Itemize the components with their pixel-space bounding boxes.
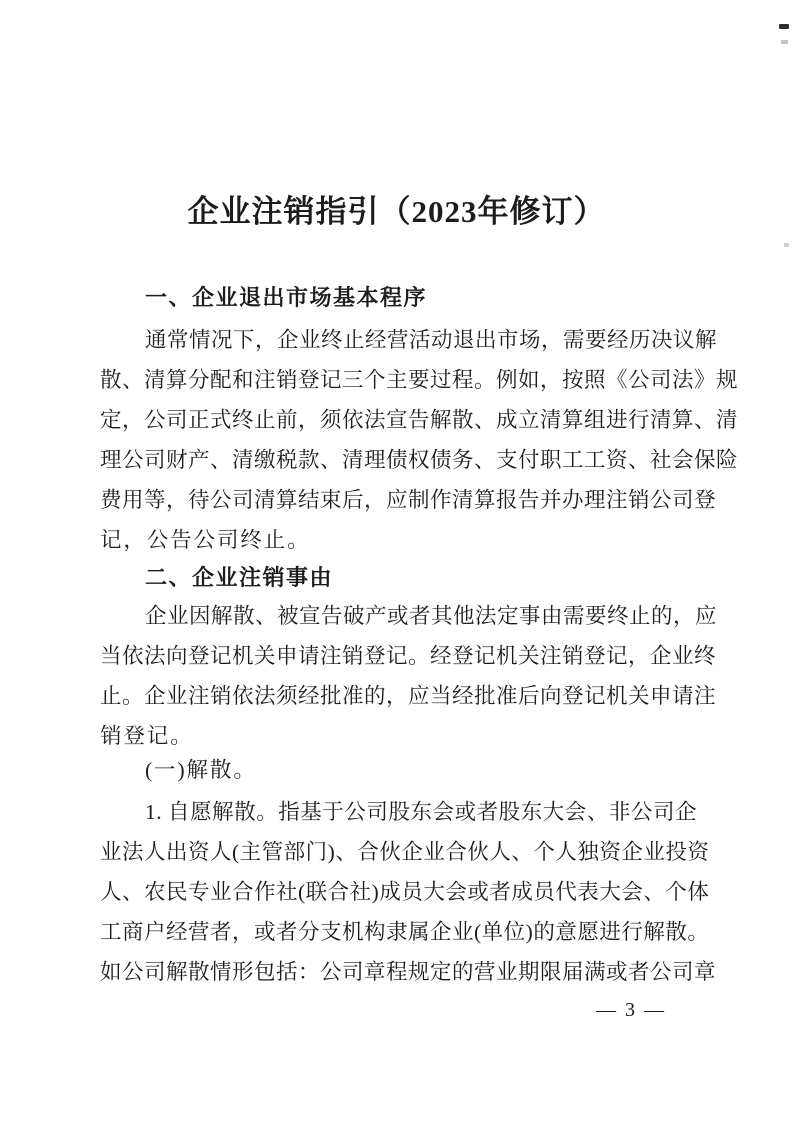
text-line: 理公司财产、清缴税款、清理债权债务、支付职工工资、社会保险 xyxy=(100,448,739,472)
subsection-heading-dissolution: (一)解散。 xyxy=(145,758,257,782)
scan-artifact xyxy=(779,24,789,29)
text-line: 工商户经营者，或者分支机构隶属企业(单位)的意愿进行解散。 xyxy=(100,920,710,944)
text-line: 止。企业注销依法须经批准的，应当经批准后向登记机关申请注 xyxy=(100,684,717,708)
paragraph-1 xyxy=(100,320,739,560)
text-line: 散、清算分配和注销登记三个主要过程。例如，按照《公司法》规 xyxy=(100,368,739,392)
text-line: 1. 自愿解散。指基于公司股东会或者股东大会、非公司企 xyxy=(145,800,697,824)
text-line: 业法人出资人(主管部门)、合伙企业合伙人、个人独资企业投资 xyxy=(100,840,710,864)
text-line: 记，公告公司终止。 xyxy=(100,528,311,552)
text-line: 企业因解散、被宣告破产或者其他法定事由需要终止的，应 xyxy=(145,604,718,628)
text-line: 定，公司正式终止前，须依法宣告解散、成立清算组进行清算、清 xyxy=(100,408,739,432)
section-heading-2: 二、企业注销事由 xyxy=(145,565,334,590)
page-number: — 3 — xyxy=(596,999,666,1021)
paragraph-3 xyxy=(100,792,717,992)
section-heading-1: 一、企业退出市场基本程序 xyxy=(145,285,428,310)
scan-artifact xyxy=(784,243,789,247)
document-title: 企业注销指引（2023年修订） xyxy=(187,194,606,229)
scan-artifact xyxy=(781,40,788,44)
paragraph-2 xyxy=(100,596,718,756)
text-line: 通常情况下，企业终止经营活动退出市场，需要经历决议解 xyxy=(145,328,718,352)
text-line: 人、农民专业合作社(联合社)成员大会或者成员代表大会、个体 xyxy=(100,880,710,904)
text-line: 销登记。 xyxy=(100,724,194,748)
text-line: 费用等，待公司清算结束后，应制作清算报告并办理注销公司登 xyxy=(100,488,717,512)
text-line: 当依法向登记机关申请注销登记。经登记机关注销登记，企业终 xyxy=(100,644,717,668)
text-line: 如公司解散情形包括：公司章程规定的营业期限届满或者公司章 xyxy=(100,960,717,984)
